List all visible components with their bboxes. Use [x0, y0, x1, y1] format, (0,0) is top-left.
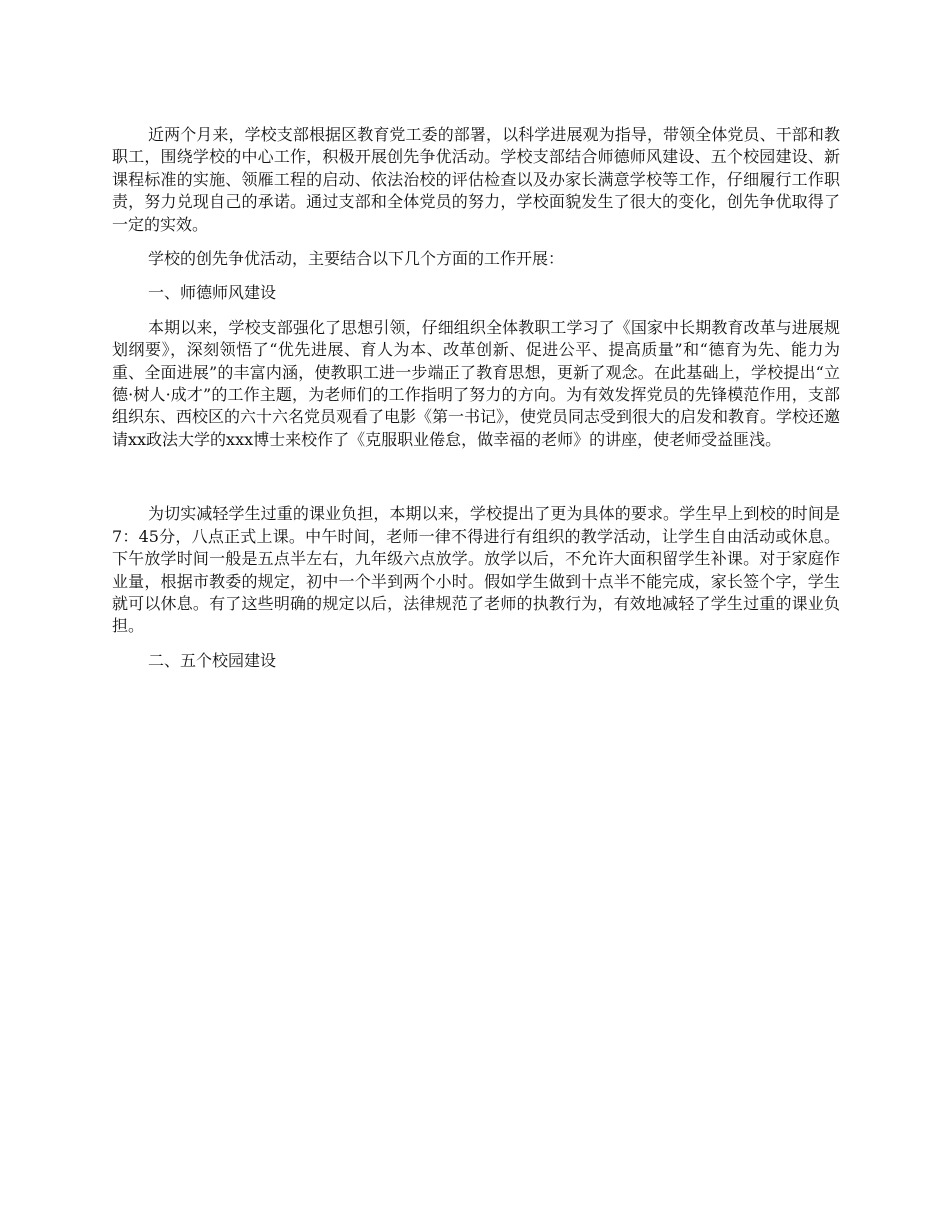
paragraph-burden: 为切实减轻学生过重的课业负担，本期以来，学校提出了更为具体的要求。学生早上到校的时间是7：45分，八点正式上课。中午时间，老师一律不得进行有组织的教学活动，让学生自由活动或休息。下午放学时间一般是五点半左右，九年级六点放学。放学以后，不允许大面积留学生补课。对于家庭作业量，根据市教委的规定，初中一个半到两个小时。假如学生做到十点半不能完成，家长签个字，学生就可以休息。有了这些明确的规定以后，法律规范了老师的执教行为，有效地减轻了学生过重的课业负担。 [112, 504, 840, 636]
document-body [112, 124, 840, 672]
paragraph-intro: 近两个月来，学校支部根据区教育党工委的部署，以科学进展观为指导，带领全体党员、干部和教职工，围绕学校的中心工作，积极开展创先争优活动。学校支部结合师德师风建设、五个校园建设、新课程标准的实施、领雁工程的启动、依法治校的评估检查以及办家长满意学校等工作，仔细履行工作职责，努力兑现自己的承诺。通过支部和全体党员的努力，学校面貌发生了很大的变化，创先争优取得了一定的实效。 [112, 125, 840, 234]
section-heading-2: 二、五个校园建设 [148, 650, 277, 670]
paragraph-overview: 学校的创先争优活动，主要结合以下几个方面的工作开展： [148, 249, 565, 269]
paragraph-ethics: 本期以来，学校支部强化了思想引领，仔细组织全体教职工学习了《国家中长期教育改革与进展规划纲要》，深刻领悟了“优先进展、育人为本、改革创新、促进公平、提高质量”和“德育为先、能力为重、全面进展”的丰富内涵，使教职工进一步端正了教育思想，更新了观念。在此基础上，学校提出“立德·树人·成才”的工作主题，为老师们的工作指明了努力的方向。为有效发挥党员的先锋模范作用，支部组织东、西校区的六十六名党员观看了电影《第一书记》，使党员同志受到很大的启发和教育。学校还邀请xx政法大学的xxx博士来校作了《克服职业倦怠，做幸福的老师》的讲座，使老师受益匪浅。 [112, 317, 841, 449]
section-heading-1: 一、师德师风建设 [148, 283, 277, 303]
